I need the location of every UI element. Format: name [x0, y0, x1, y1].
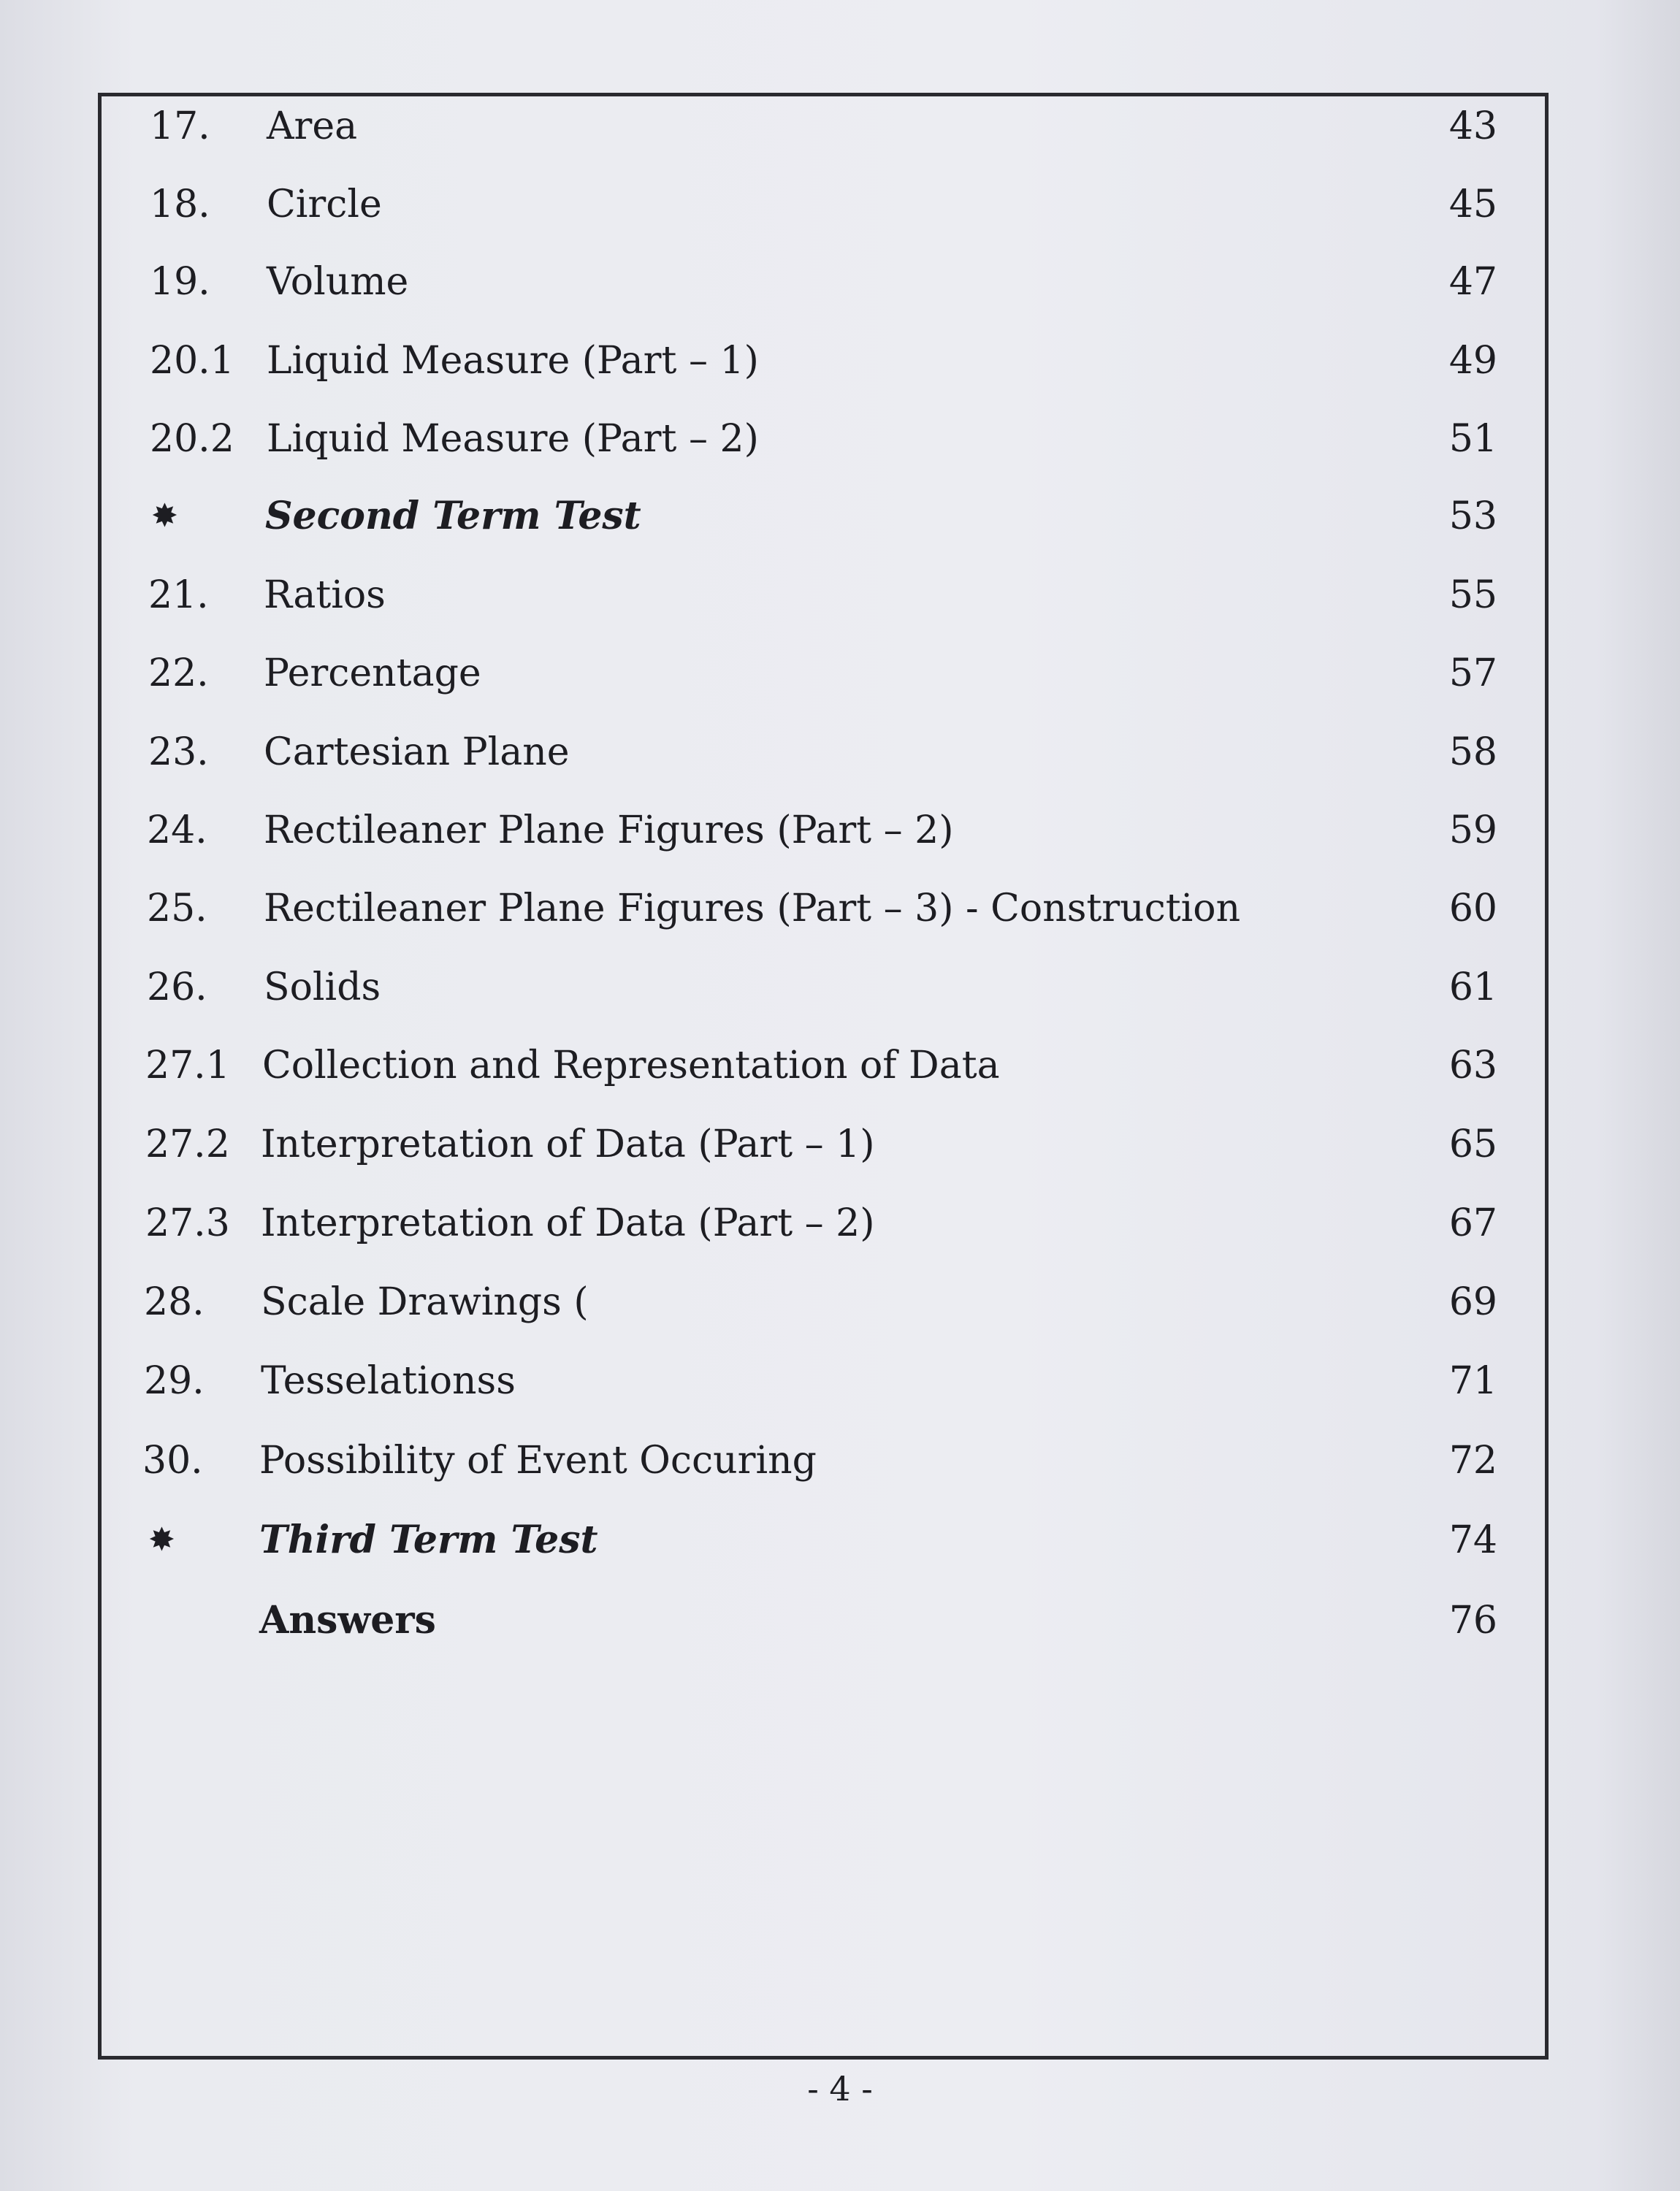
toc-entry-title: Answers [259, 1598, 436, 1643]
toc-entry-number: 25. [147, 887, 207, 930]
toc-entry-page: 69 [1448, 1280, 1497, 1324]
toc-entry-page: 59 [1448, 808, 1497, 852]
toc-entry-title: Tesselationss [261, 1359, 516, 1403]
toc-entry-page: 47 [1448, 260, 1497, 304]
toc-entry [144, 1352, 1497, 1410]
toc-entry-test [142, 1511, 1497, 1569]
toc-entry [145, 1115, 1497, 1174]
toc-entry-page: 60 [1448, 887, 1497, 930]
toc-entry-number: 29. [144, 1359, 205, 1403]
toc-entry-number: 27.2 [145, 1123, 230, 1166]
toc-entry-number: 23. [148, 730, 209, 774]
toc-entry-number: 27.3 [145, 1201, 230, 1245]
toc-entry-page: 51 [1448, 417, 1497, 461]
toc-entry-page: 71 [1448, 1359, 1497, 1403]
toc-entry-number: 18. [150, 183, 210, 226]
toc-entry-title: Area [267, 104, 358, 148]
toc-entry-page: 57 [1448, 651, 1497, 695]
toc-entry [147, 879, 1497, 938]
toc-entry-number: 26. [147, 966, 207, 1009]
toc-entry [150, 97, 1497, 156]
toc-entry-page: 53 [1448, 494, 1497, 538]
toc-entry [145, 1036, 1497, 1095]
toc-entry-page: 74 [1448, 1518, 1497, 1562]
toc-entry-title: Third Term Test [259, 1518, 598, 1562]
toc-entry-number: 28. [144, 1280, 205, 1324]
toc-entry [147, 801, 1497, 860]
toc-entry [144, 1273, 1497, 1331]
toc-entry-title: Rectileaner Plane Figures (Part – 3) - Construction [264, 887, 1241, 930]
toc-entry-number: 21. [148, 573, 209, 617]
toc-entry-number: 30. [142, 1439, 203, 1483]
toc-entry-title: Percentage [264, 651, 481, 695]
toc-entry-number: 24. [147, 808, 207, 852]
toc-entry [148, 723, 1497, 781]
toc-entry-number: 19. [150, 260, 210, 304]
toc-entry [150, 253, 1497, 311]
toc-entry-number: 20.1 [150, 339, 234, 383]
toc-entry [150, 410, 1497, 468]
star-bullet-icon: ✸ [148, 1521, 175, 1559]
toc-entry-title: Interpretation of Data (Part – 1) [261, 1123, 875, 1166]
toc-entry-number: 27.1 [145, 1044, 230, 1087]
toc-entry-title: Volume [267, 260, 409, 304]
toc-entry-page: 49 [1448, 339, 1497, 383]
toc-entry-page: 76 [1448, 1599, 1497, 1643]
toc-entry [148, 644, 1497, 703]
toc-entry-test [150, 487, 1497, 546]
toc-entry-title: Second Term Test [265, 494, 641, 538]
toc-entry-page: 63 [1448, 1044, 1497, 1087]
toc-entry [145, 1194, 1497, 1253]
toc-entry-page: 58 [1448, 730, 1497, 774]
toc-entry-page: 43 [1448, 104, 1497, 148]
toc-entry-page: 72 [1448, 1439, 1497, 1483]
toc-entry-page: 65 [1448, 1123, 1497, 1166]
toc-entry-title: Interpretation of Data (Part – 2) [261, 1201, 875, 1245]
toc-entry [147, 958, 1497, 1017]
page-number: - 4 - [807, 2069, 873, 2108]
toc-entry-number: 22. [148, 651, 209, 695]
toc-entry-page: 55 [1448, 573, 1497, 617]
star-bullet-icon: ✸ [151, 497, 178, 535]
toc-entry-page: 67 [1448, 1201, 1497, 1245]
toc-entry-title: Possibility of Event Occuring [259, 1439, 817, 1483]
toc-entry [148, 566, 1497, 624]
toc-entry-title: Rectileaner Plane Figures (Part – 2) [264, 808, 954, 852]
toc-entry-title: Circle [267, 183, 382, 226]
toc-entry-number: 17. [150, 104, 210, 148]
toc-entry-page: 61 [1448, 966, 1497, 1009]
toc-entry-title: Ratios [264, 573, 386, 617]
toc-entry-answers [142, 1591, 1497, 1650]
toc-entry-title: Liquid Measure (Part – 1) [267, 339, 759, 383]
toc-entry-title: Collection and Representation of Data [262, 1044, 1000, 1087]
toc-entry [150, 332, 1497, 390]
toc-entry [150, 175, 1497, 234]
toc-entry-number: 20.2 [150, 417, 234, 461]
toc-entry-page: 45 [1448, 183, 1497, 226]
toc-entry-title: Cartesian Plane [264, 730, 570, 774]
toc-entry-title: Solids [264, 966, 381, 1009]
toc-entry-title: Liquid Measure (Part – 2) [267, 417, 759, 461]
toc-entry-title: Scale Drawings ( [261, 1280, 589, 1324]
toc-entry [142, 1431, 1497, 1490]
